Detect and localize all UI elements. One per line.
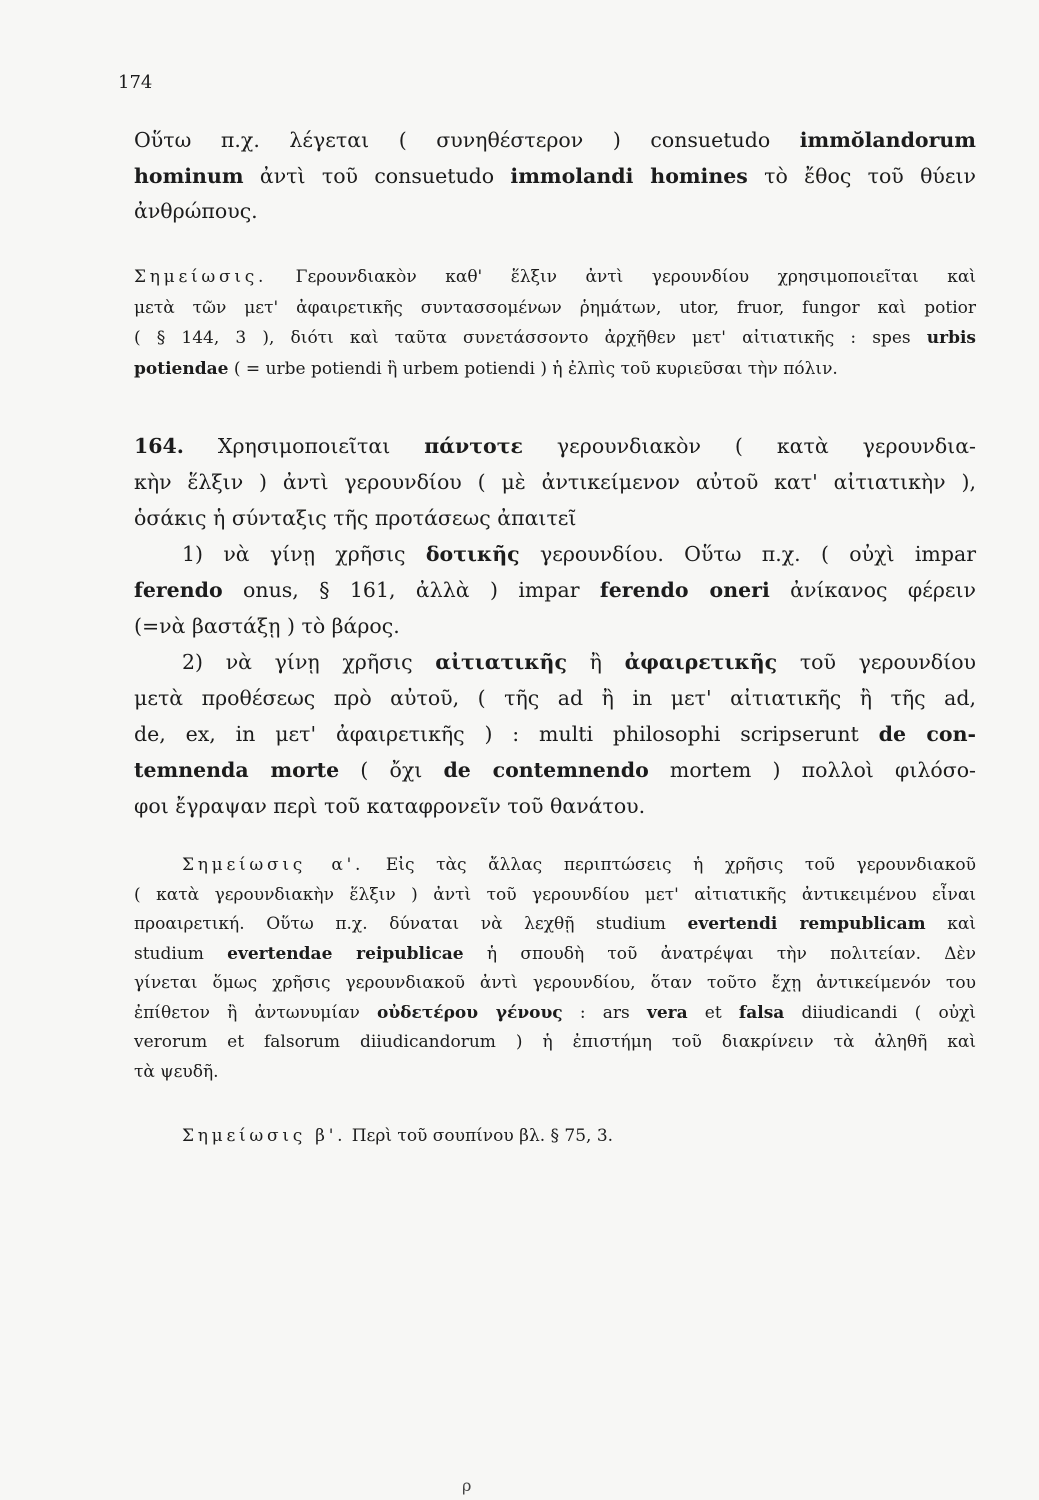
text-segment: ( § 144, 3 ), διότι καὶ ταῦτα συνετάσσοντο ἀρχῆθεν μετ' αἰτιατικῆς : spes	[134, 328, 927, 348]
text-line	[134, 293, 976, 324]
text-segment: γερουνδιακὸν ( κατὰ γερουνδια-	[522, 434, 976, 458]
text-segment: μετὰ τῶν μετ' ἀφαιρετικῆς συντασσομένων ῥημάτων, utor, fruor, fungor καὶ potior	[134, 297, 976, 318]
text-segment: diiudicandi ( οὐχὶ	[784, 1002, 976, 1023]
bold-term: de contemnendo	[443, 758, 649, 782]
text-line	[134, 323, 976, 354]
text-segment: Περὶ τοῦ σουπίνου βλ. § 75, 3.	[346, 1126, 614, 1146]
text-segment: (=νὰ βαστάξῃ ) τὸ βάρος.	[134, 614, 400, 638]
bold-term: πάντοτε	[424, 434, 523, 458]
bold-term: δοτικῆς	[425, 542, 520, 566]
text-line	[134, 354, 976, 385]
note-heading: Σημείωσις α'.	[182, 855, 365, 875]
text-segment: ἀνίκανος φέρειν	[769, 578, 977, 602]
bold-term: αἰτιατικῆς	[435, 650, 567, 674]
text-segment: γίνεται ὅμως χρῆσις γερουνδιακοῦ ἀντὶ γερουνδίου, ὅταν τοῦτο ἔχῃ ἀντικείμενόν του	[134, 973, 976, 993]
text-segment: Οὕτω π.χ. λέγεται ( συνηθέστερον ) consuetudo	[134, 128, 800, 152]
text-segment: mortem ) πολλοὶ φιλόσο-	[648, 758, 976, 782]
text-segment: ἀντὶ τοῦ consuetudo	[243, 163, 511, 188]
text-segment: de, ex, in μετ' ἀφαιρετικῆς ) : multi philosophi scripserunt	[134, 722, 879, 746]
bold-term: immolandi homines	[510, 163, 748, 188]
text-segment: 1) νὰ γίνῃ χρῆσις	[182, 542, 426, 566]
text-segment: ἀνθρώπους.	[134, 199, 258, 223]
bold-term: ferendo	[134, 578, 223, 602]
text-line	[134, 159, 976, 195]
text-segment: verorum et falsorum diiudicandorum ) ἡ ἐπιστήμη τοῦ διακρίνειν τὰ ἀληθῆ καὶ	[134, 1032, 976, 1052]
bold-term: ἀφαιρετικῆς	[624, 650, 778, 674]
bold-term: evertendae reipublicae	[227, 943, 464, 964]
text-line	[134, 500, 976, 536]
bold-term: de con-	[878, 722, 976, 746]
text-segment: καὶ	[925, 914, 976, 934]
text-line	[134, 464, 976, 500]
text-segment: ( = urbe potiendi ἢ urbem potiendi ) ἡ ἐλπὶς τοῦ κυριεῦσαι τὴν πόλιν.	[228, 358, 838, 379]
note-alpha	[134, 851, 976, 1087]
note-beta	[134, 1122, 976, 1152]
text-segment: Εἰς τὰς ἄλλας περιπτώσεις ἡ χρῆσις τοῦ γερουνδιακοῦ	[364, 855, 977, 875]
bold-term: urbis	[926, 328, 976, 348]
text-segment: Γερουνδιακὸν καθ' ἕλξιν ἀντὶ γερουνδίου χρησιμοποιεῖται καὶ	[267, 267, 976, 287]
bold-term: potiendae	[134, 358, 229, 379]
intro-paragraph	[134, 123, 976, 230]
text-segment: προαιρετική. Οὕτω π.χ. δύναται νὰ λεχθῇ studium	[134, 914, 688, 934]
text-line	[134, 1028, 976, 1058]
section-164	[134, 428, 976, 824]
page-number: 174	[118, 72, 153, 93]
text-segment: τὸ ἔθος τοῦ θύειν	[747, 163, 977, 188]
text-segment: ὁσάκις ἡ σύνταξις τῆς προτάσεως ἀπαιτεῖ	[134, 506, 577, 530]
text-segment: 2) νὰ γίνῃ χρῆσις	[182, 650, 436, 674]
text-segment: τὰ ψευδῆ.	[134, 1061, 219, 1082]
text-line	[134, 428, 976, 464]
text-line	[134, 910, 976, 940]
bold-term: falsa	[738, 1002, 785, 1023]
text-line	[134, 881, 976, 911]
text-segment: κὴν ἕλξιν ) ἀντὶ γερουνδίου ( μὲ ἀντικείμενον αὐτοῦ κατ' αἰτιατικὴν ),	[134, 470, 976, 494]
text-line	[134, 788, 976, 824]
text-segment: ἐπίθετον ἢ ἀντωνυμίαν	[134, 1002, 378, 1023]
bold-term: vera	[646, 1002, 688, 1023]
text-line	[134, 572, 976, 608]
bold-term: temnenda morte	[134, 758, 340, 782]
text-line	[134, 644, 976, 680]
text-segment: ( ὄχι	[339, 758, 444, 782]
text-segment: ἡ σπουδὴ τοῦ ἀνατρέψαι τὴν πολιτείαν. Δὲν	[463, 943, 977, 964]
text-line	[134, 262, 976, 293]
bold-term: immŏlandorum	[799, 128, 976, 152]
bold-term: ferendo oneri	[599, 578, 770, 602]
note-paragraph	[134, 262, 976, 384]
text-line	[134, 123, 976, 159]
bold-term: 164.	[134, 434, 184, 458]
text-line	[134, 194, 976, 230]
text-line	[134, 1058, 976, 1088]
text-segment: Χρησιμοποιεῖται	[183, 434, 425, 458]
text-line	[134, 851, 976, 881]
text-segment: ( κατὰ γερουνδιακὴν ἕλξιν ) ἀντὶ τοῦ γερουνδίου μετ' αἰτιατικῆς ἀντικειμένου εἶναι	[134, 884, 976, 905]
text-segment: et	[687, 1002, 739, 1023]
text-segment: onus, § 161, ἀλλὰ ) impar	[222, 578, 600, 602]
text-line	[134, 752, 976, 788]
text-segment: γερουνδίου. Οὕτω π.χ. ( οὐχὶ impar	[519, 542, 976, 566]
text-line	[134, 608, 976, 644]
text-segment: μετὰ προθέσεως πρὸ αὐτοῦ, ( τῆς ad ἢ in μετ' αἰτιατικῆς ἢ τῆς ad,	[134, 686, 976, 710]
stray-mark: ρ	[462, 1476, 472, 1495]
text-line	[134, 969, 976, 999]
text-segment: studium	[134, 943, 228, 964]
text-segment: : ars	[562, 1002, 647, 1023]
note-heading: Σημείωσις β'.	[182, 1126, 347, 1146]
text-line	[134, 999, 976, 1029]
text-line	[134, 680, 976, 716]
text-line	[134, 940, 976, 970]
bold-term: οὐδετέρου γένους	[377, 1002, 563, 1023]
text-segment: φοι ἔγραψαν περὶ τοῦ καταφρονεῖν τοῦ θανάτου.	[134, 794, 646, 818]
text-segment: τοῦ γερουνδίου	[777, 650, 976, 674]
text-line	[134, 716, 976, 752]
text-line	[134, 1122, 976, 1152]
bold-term: evertendi rempublicam	[687, 914, 926, 934]
bold-term: hominum	[134, 163, 244, 188]
text-line	[134, 536, 976, 572]
note-heading: Σημείωσις.	[134, 267, 268, 287]
text-segment: ἢ	[566, 650, 625, 674]
